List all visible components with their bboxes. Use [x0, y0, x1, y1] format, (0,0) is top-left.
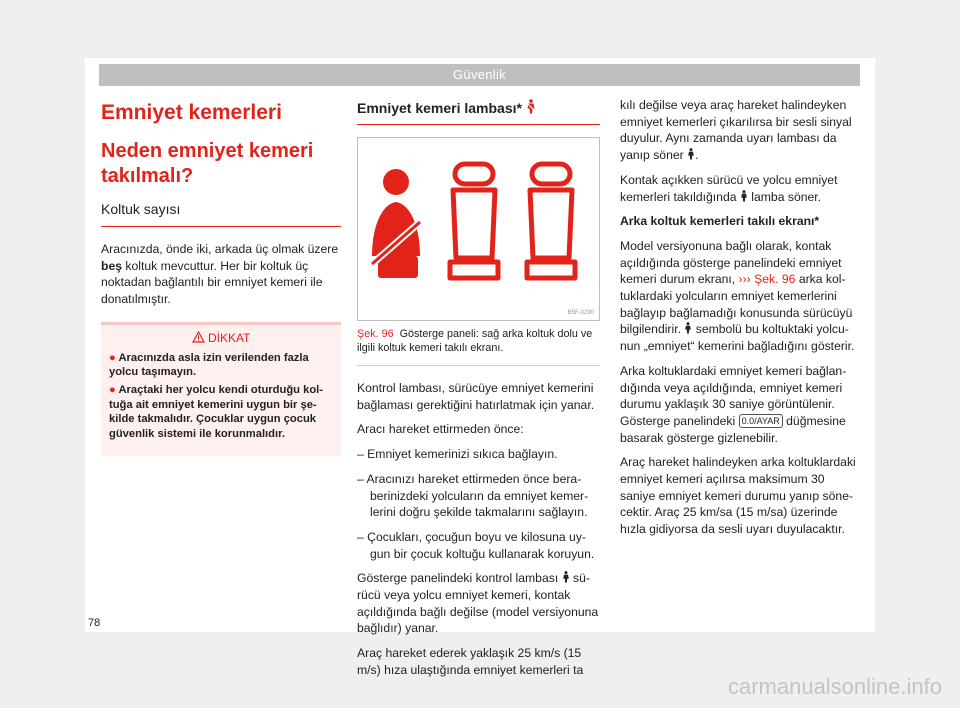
figure-reference-link[interactable]: ››› Şek. 96 — [738, 272, 796, 287]
key-reset-button: 0.0/AYAR — [739, 414, 783, 428]
subheading-rear-belts: Arka koltuk kemerleri takılı ekranı* — [620, 214, 820, 229]
seat-icon — [450, 164, 498, 278]
warning-triangle-icon — [192, 331, 205, 343]
paragraph: Kontrol lambası, sürücüye emniyet kemerini bağlaması gerektiğini hatırlatmak için yanar. — [357, 381, 595, 412]
paragraph: kılı değilse veya araç hareket halindeyken emniyet kemerleri çıkarılırsa bir sesli sinyal duyulur. Aynı zamanda uyarı lambası da yanıp söner . — [620, 98, 852, 163]
figure-code: B5F-0290 — [567, 310, 594, 316]
page-title: Emniyet kemerleri — [101, 101, 282, 124]
dash-item: – Aracınızı hareket ettirmeden önce beraberinizdeki yolcuların da emniyet kemerlerini doğru şekilde takmalarını sağlayın. — [357, 471, 589, 520]
seatbelt-icon — [562, 571, 570, 583]
caution-item: ● Araçtaki her yolcu kendi oturduğu koltuğa ait emniyet kemerini uygun bir şekilde takmalıdır. Çocuklar uygun çocuk güvenlik sistemi ile korunmalıdır. — [109, 384, 323, 440]
section-header: Güvenlik — [99, 64, 860, 86]
seat-display-illustration — [358, 138, 599, 320]
paragraph: Gösterge panelindeki kontrol lambası sürücü veya yolcu emniyet kemeri, kontak açıldığında bağlı değilse (model versiyonuna bağlıdır) yanar. — [357, 571, 599, 636]
dash-item: – Emniyet kemerinizi sıkıca bağlayın. — [357, 447, 558, 462]
caution-header — [109, 331, 333, 345]
paragraph: Arka koltuklardaki emniyet kemeri bağlandığında veya açıldığında, emniyet kemeri durumu yaklaşık 30 saniye görüntülenir. Gösterge panelindeki 0.0/AYAR düğmesine basarak gösterge gizlenebilir. — [620, 363, 847, 445]
paragraph: Kontak açıkken sürücü ve yolcu emniyet kemerleri takıldığında lamba söner. — [620, 172, 838, 204]
watermark: carmanualsonline.info — [727, 674, 942, 699]
paragraph: Model versiyonuna bağlı olarak, kontak açıldığında gösterge panelindeki emniyet kemeri durum ekranı, ››› Şek. 96 arka koltuklardaki yolcuların emniyet kemerlerini bağlayıp bağlamadığı konusunda sürücüyü bilgilendirir. sembolü bu koltuktaki yolcunun „emniyet“ kemerini bağladığını gösterir. — [620, 238, 855, 354]
seatbelt-icon — [687, 148, 695, 160]
caution-box — [101, 322, 341, 457]
subheading: Koltuk sayısı — [101, 201, 341, 227]
section-title-seatbelt-lamp: Emniyet kemeri lambası* — [357, 97, 600, 125]
section-title: Neden emniyet kemeri takılmalı? — [101, 140, 314, 187]
seatbelt-icon — [526, 99, 536, 114]
page-number: 78 — [88, 617, 101, 629]
column-left — [101, 97, 341, 456]
caution-label: DİKKAT — [207, 330, 251, 345]
paragraph: Aracı hareket ettirmeden önce: — [357, 422, 524, 437]
paragraph: Araç hareket ederek yaklaşık 25 km/s (15 m/s) hıza ulaştığında emniyet kemerleri ta — [357, 646, 584, 677]
seat-icon — [527, 164, 575, 278]
figure-seat-display — [357, 137, 600, 321]
dash-item: – Çocukları, çocuğun boyu ve kilosuna uygun bir çocuk koltuğu kullanarak koruyun. — [357, 529, 595, 561]
seat-count-paragraph: Aracınızda, önde iki, arkada üç olmak üzere beş koltuk mevcuttur. Her bir koltuk üç noktadan bağlantılı bir emniyet kemeri ile donatılmıştır. — [101, 242, 339, 307]
caution-item: ● Aracınızda asla izin verilenden fazla yolcu taşımayın. — [109, 351, 309, 379]
seatbelt-icon — [740, 190, 748, 202]
column-middle — [357, 97, 600, 687]
paragraph: Araç hareket halindeyken arka koltuklardaki emniyet kemeri açılırsa maksimum 30 saniye emniyet kemeri durumu yanıp sönecektir. Araç 25 km/sa (15 m/sa) üzerinde hızla gidiyorsa da sesli uyarı duyulacaktır. — [620, 455, 856, 537]
figure-caption: Şek. 96 Gösterge paneli: sağ arka koltuk dolu ve ilgili koltuk kemeri takılı ekranı. — [357, 327, 600, 366]
column-right — [620, 97, 860, 546]
